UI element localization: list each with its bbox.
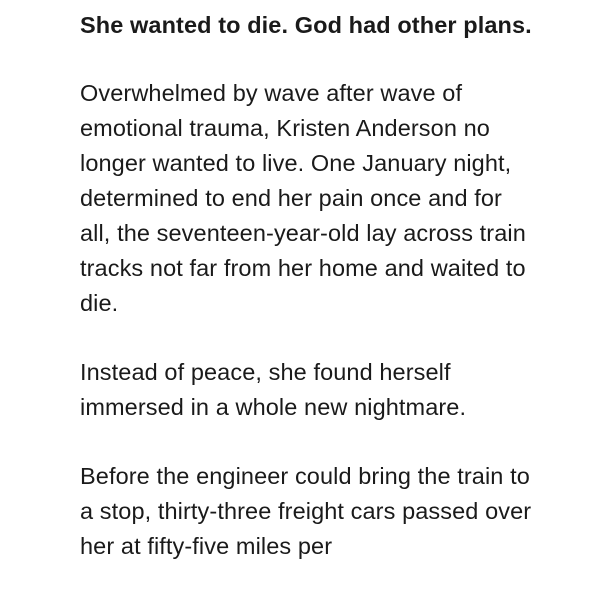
description-paragraph-2: Instead of peace, she found herself immersed in a whole new nightmare. [80, 359, 467, 420]
description-paragraph-1: Overwhelmed by wave after wave of emotional trauma, Kristen Anderson no longer wanted to live. One January night, determined to end her pain once and for all, the seventeen-year-old lay across train tracks not far from her home and waited to die. [80, 80, 526, 316]
description-paragraph-3: Before the engineer could bring the train to a stop, thirty-three freight cars passed over her at fifty-five miles per [80, 463, 532, 559]
description-tagline: She wanted to die. God had other plans. [80, 12, 532, 38]
